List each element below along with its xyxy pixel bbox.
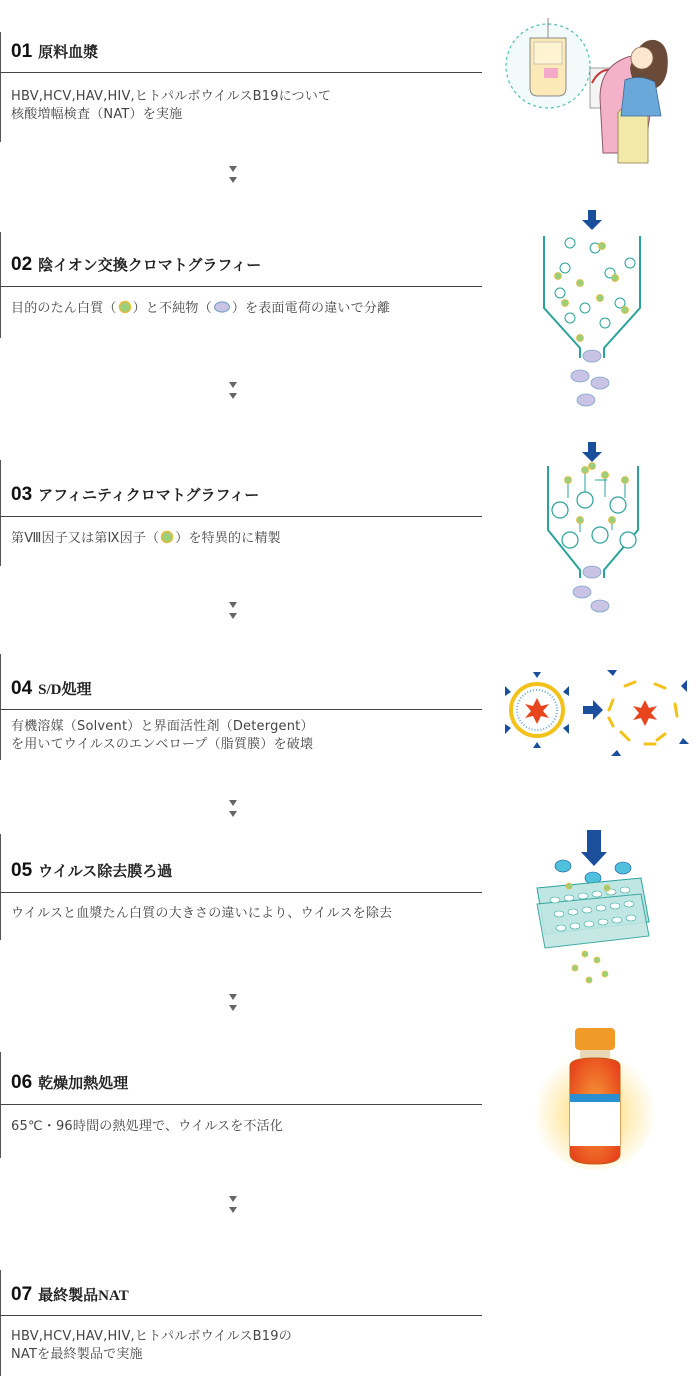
step-description xyxy=(11,88,331,124)
desc-line: HBV,HCV,HAV,HIV,ヒトパルボウイルスB19の xyxy=(11,1329,292,1344)
step-divider xyxy=(0,286,482,287)
step-divider xyxy=(0,516,482,517)
step-header xyxy=(11,254,261,276)
step-05 xyxy=(0,834,482,940)
step-title: 最終製品NAT xyxy=(38,1288,129,1304)
step-description xyxy=(11,300,390,320)
down-arrow-icon xyxy=(226,164,240,186)
step-divider xyxy=(0,1315,482,1316)
desc-text: ）を表面電荷の違いで分離 xyxy=(231,301,391,316)
virus-filter-membrane-illustration xyxy=(525,830,655,985)
step-header xyxy=(11,41,98,63)
step-left-rule xyxy=(0,32,1,142)
step-divider xyxy=(0,892,482,893)
step-01 xyxy=(0,32,482,142)
desc-text: ）と不純物（ xyxy=(132,301,212,316)
step-divider xyxy=(0,72,482,73)
step-header xyxy=(11,1284,129,1306)
step-number: 04 xyxy=(11,678,33,699)
desc-text: 目的のたん白質（ xyxy=(11,301,117,316)
step-title: 原料血漿 xyxy=(38,45,99,61)
protein-icon xyxy=(118,300,132,320)
step-header xyxy=(11,678,91,700)
step-07 xyxy=(0,1270,482,1376)
step-description xyxy=(11,1328,292,1364)
step-title: 陰イオン交換クロマトグラフィー xyxy=(38,258,262,274)
step-left-rule xyxy=(0,654,1,760)
step-left-rule xyxy=(0,834,1,940)
plasma-donation-illustration xyxy=(500,8,680,168)
step-02 xyxy=(0,232,482,338)
step-title: ウイルス除去膜ろ過 xyxy=(38,864,173,880)
desc-line: を用いてウイルスのエンベロープ（脂質膜）を破壊 xyxy=(11,737,314,752)
protein-icon xyxy=(160,530,174,550)
step-left-rule xyxy=(0,460,1,566)
step-number: 02 xyxy=(11,254,33,275)
step-description xyxy=(11,905,392,923)
step-03 xyxy=(0,460,482,566)
desc-line: ウイルスと血漿たん白質の大きさの違いにより、ウイルスを除去 xyxy=(11,906,393,921)
step-title: S/D処理 xyxy=(38,682,92,698)
step-divider xyxy=(0,1104,482,1105)
ion-exchange-column-illustration xyxy=(540,208,650,413)
step-number: 05 xyxy=(11,860,33,881)
step-title: アフィニティクロマトグラフィー xyxy=(38,488,260,504)
step-header xyxy=(11,1072,128,1094)
step-06 xyxy=(0,1052,482,1158)
step-number: 01 xyxy=(11,41,33,62)
step-divider xyxy=(0,709,482,710)
affinity-column-illustration xyxy=(540,440,650,620)
step-description xyxy=(11,718,314,754)
step-left-rule xyxy=(0,1052,1,1158)
down-arrow-icon xyxy=(226,1194,240,1216)
desc-line: 65℃・96時間の熱処理で、ウイルスを不活化 xyxy=(11,1119,284,1134)
desc-text: 第Ⅷ因子又は第Ⅸ因子（ xyxy=(11,531,160,546)
step-04 xyxy=(0,654,482,760)
desc-line: 有機溶媒（Solvent）と界面活性剤（Detergent） xyxy=(11,719,314,734)
impurity-icon xyxy=(213,300,231,320)
down-arrow-icon xyxy=(226,380,240,402)
down-arrow-icon xyxy=(226,992,240,1014)
step-number: 03 xyxy=(11,484,33,505)
sd-treatment-illustration xyxy=(505,670,690,760)
desc-text: ）を特異的に精製 xyxy=(175,531,281,546)
desc-line: NATを最終製品で実施 xyxy=(11,1347,143,1362)
step-header xyxy=(11,860,172,882)
step-description xyxy=(11,1118,283,1136)
step-number: 07 xyxy=(11,1284,33,1305)
desc-line: 核酸増幅検査（NAT）を実施 xyxy=(11,107,183,122)
down-arrow-icon xyxy=(226,798,240,820)
step-left-rule xyxy=(0,1270,1,1376)
down-arrow-icon xyxy=(226,600,240,622)
step-number: 06 xyxy=(11,1072,33,1093)
step-title: 乾燥加熱処理 xyxy=(38,1076,129,1092)
heat-vial-illustration xyxy=(530,1026,660,1176)
step-description xyxy=(11,530,281,550)
desc-line: HBV,HCV,HAV,HIV,ヒトパルボウイルスB19について xyxy=(11,89,332,104)
step-left-rule xyxy=(0,232,1,338)
step-header xyxy=(11,484,259,506)
